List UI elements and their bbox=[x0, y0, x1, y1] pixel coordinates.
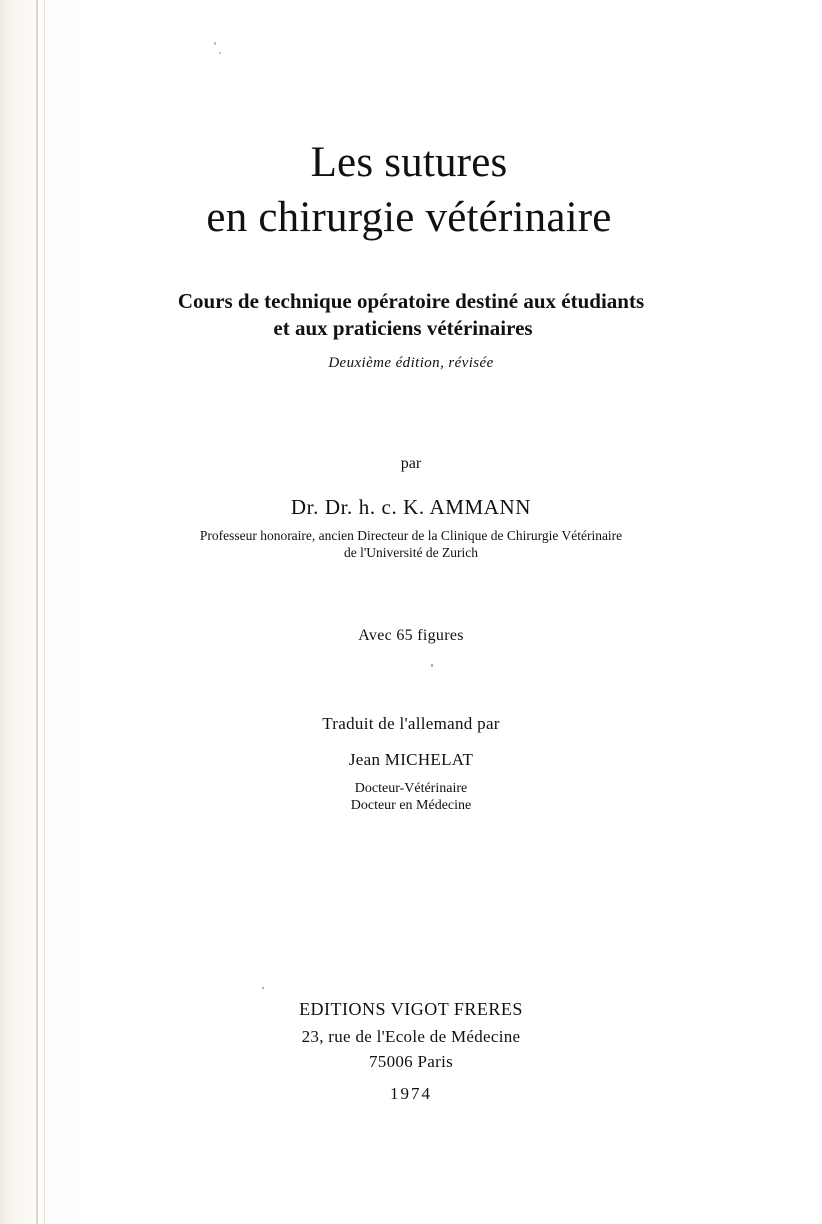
paper-speck bbox=[214, 42, 216, 45]
subtitle-line-2: et aux praticiens vétérinaires bbox=[273, 316, 533, 340]
translator-name: Jean MICHELAT bbox=[348, 750, 474, 769]
book-title-line-2: en chirurgie vétérinaire bbox=[206, 194, 612, 241]
author-name: Dr. Dr. h. c. K. AMMANN bbox=[290, 495, 532, 519]
translation-note: Traduit de l'allemand par bbox=[322, 714, 500, 733]
book-title-line-1: Les sutures bbox=[310, 139, 508, 186]
translator-title-line-1: Docteur-Vétérinaire bbox=[354, 781, 468, 796]
paper-speck bbox=[219, 52, 221, 54]
publication-year: 1974 bbox=[390, 1084, 432, 1103]
figures-count: Avec 65 figures bbox=[358, 627, 464, 644]
author-affiliation-line-1: Professeur honoraire, ancien Directeur de la Clinique de Chirurgie Vétérinaire bbox=[199, 528, 623, 543]
edition-note: Deuxième édition, révisée bbox=[328, 355, 494, 371]
publisher-name: EDITIONS VIGOT FRERES bbox=[299, 999, 523, 1019]
paper-speck bbox=[431, 664, 433, 667]
paper-speck bbox=[262, 987, 264, 989]
author-affiliation-line-2: de l'Université de Zurich bbox=[343, 545, 478, 560]
subtitle-line-1: Cours de technique opératoire destiné aux étudiants bbox=[177, 289, 645, 313]
translator-title-line-2: Docteur en Médecine bbox=[350, 798, 472, 813]
publisher-city: 75006 Paris bbox=[368, 1052, 454, 1071]
publisher-address: 23, rue de l'Ecole de Médecine bbox=[301, 1027, 521, 1046]
by-label: par bbox=[400, 455, 422, 472]
